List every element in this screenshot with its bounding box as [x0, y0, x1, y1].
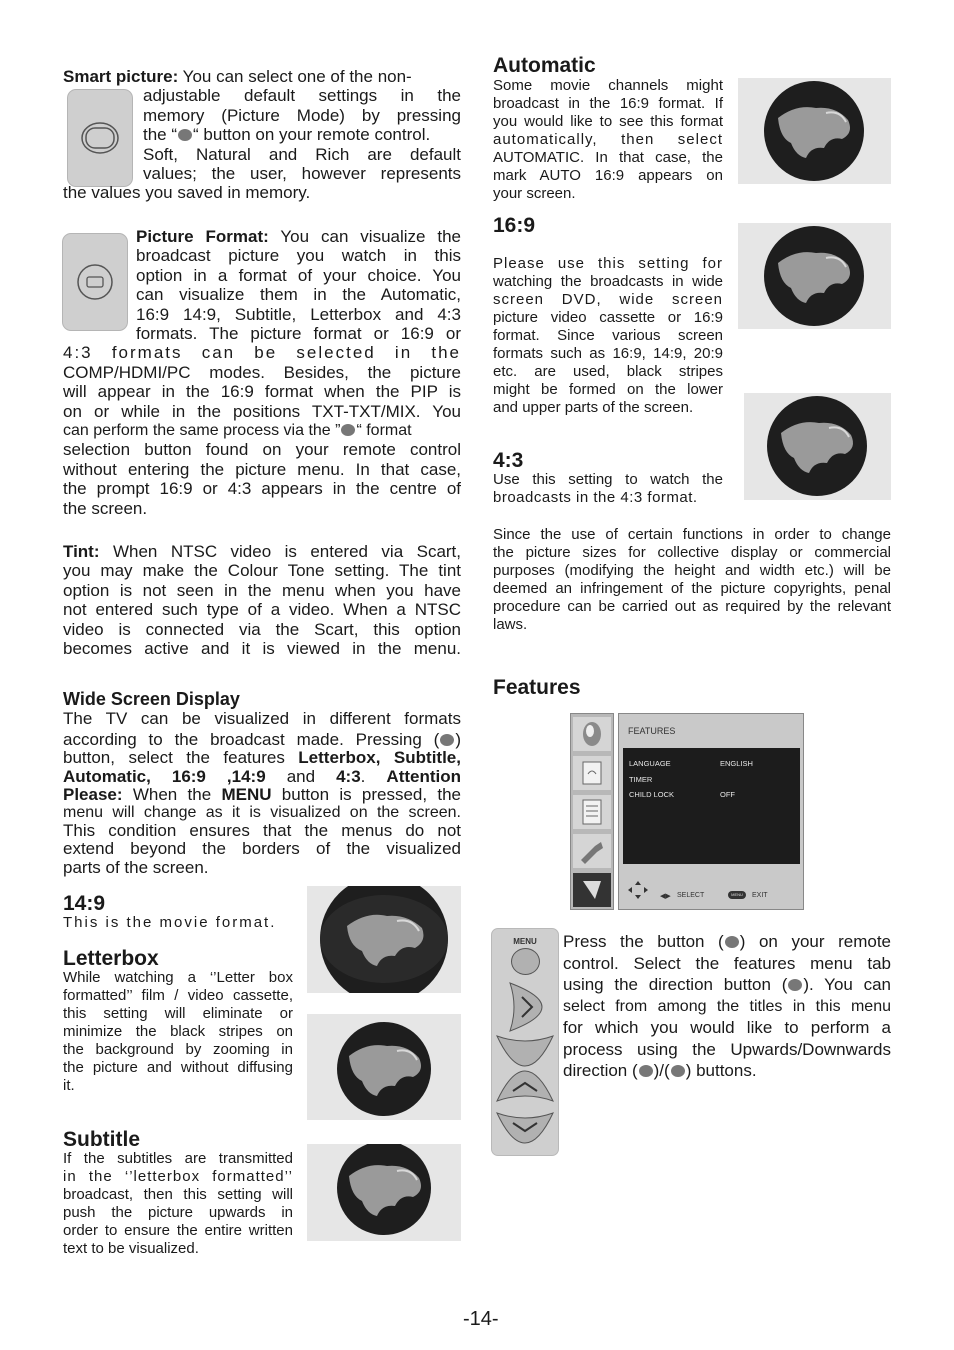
features-instructions: Press the button ( ) on your remote control. Select the features menu tab using the direction button ( ). You can select from among the titles in this menu for which you would like to perform a process using the Upwards/Downwards direction ( )/( ) buttons.: [563, 932, 891, 1080]
r169-heading: 16:9: [493, 214, 536, 237]
menu-row-timer-label: TIMER: [629, 775, 653, 784]
globe-image-169: [738, 223, 891, 329]
r43-text: Use this setting to watch the broadcasts in the 4:3 format.: [493, 471, 723, 506]
globe-image-subtitle: [307, 1144, 461, 1241]
copyright-notice: Since the use of certain functions in order to change the picture sizes for collective display or commercial purposes (modifying the height and width etc.) will be deemed an infringement of the picture copyrights, penal procedure can be carried out as required by the relevant laws.: [493, 526, 891, 633]
menu-key-badge: MENU: [728, 891, 746, 899]
smart-picture-text: Smart picture: You can select one of the non- adjustable default settings in the memory (Picture Mode) by pressing the “ “ button on your remote control. Soft, Natural and Rich are default values; the user, however represents the values you saved in memory.: [63, 67, 461, 203]
remote-down-shape-icon: [495, 1032, 555, 1068]
globe-image-automatic: [738, 78, 891, 184]
remote-down-arrow-icon: [495, 1109, 555, 1145]
subtitle-text: If the subtitles are transmitted in the ‘’letterbox formatted’’ broadcast, then this setting will push the picture upwards in order to ensure the entire written text to be visualized.: [63, 1150, 293, 1257]
smart-button-icon: [178, 129, 192, 141]
remote-menu-label: MENU: [513, 937, 537, 946]
r149-heading: 14:9: [63, 892, 106, 915]
automatic-text: Some movie channels might broadcast in the 16:9 format. If you would like to see this format automatically, then select AUTOMATIC. In that case, the mark AUTO 16:9 appears on your screen.: [493, 77, 723, 202]
features-heading: Features: [493, 676, 581, 699]
wide-button-icon: [440, 734, 454, 746]
automatic-heading: Automatic: [493, 54, 596, 77]
page-number: -14-: [463, 1308, 499, 1330]
menu-button-inline-icon: [725, 936, 739, 948]
r169-text: Please use this setting for watching the broadcasts in wide screen DVD, wide screen picture video cassette or 16:9 format. Since various screen formats such as 16:9, 14:9, 20:9 etc. are used, black stripes might be formed on the lower and upper parts of the screen.: [493, 255, 723, 416]
menu-tab-strip: [570, 713, 614, 910]
format-button-icon: [341, 424, 355, 436]
globe-image-149: [307, 886, 461, 993]
remote-menu-button-icon: [511, 948, 540, 975]
globe-image-letterbox: [307, 1014, 461, 1120]
tint-text: Tint: When NTSC video is entered via Scart, you may make the Colour Tone setting. The tint option is not seen in the menu when you have not entered such type of a video. When a NTSC video is connected via the Scart, this option becomes active and it is viewed in the menu.: [63, 542, 461, 659]
up-button-inline-icon: [639, 1065, 653, 1077]
globe-image-43: [744, 393, 891, 500]
menu-content: [623, 748, 800, 864]
menu-main-area: [618, 713, 804, 910]
menu-row-childlock-label: CHILD LOCK: [629, 790, 675, 799]
menu-navigation-icon: [627, 880, 649, 900]
r149-text: This is the movie format.: [63, 914, 277, 931]
features-tab-icon: [573, 873, 611, 907]
letterbox-heading: Letterbox: [63, 947, 159, 970]
menu-row-language-value: ENGLISH: [720, 759, 753, 768]
menu-select-label: SELECT: [677, 892, 705, 899]
remote-up-arrow-icon: [495, 1069, 555, 1105]
menu-row-childlock-value: OFF: [720, 790, 735, 799]
subtitle-heading: Subtitle: [63, 1128, 140, 1151]
remote-control-image: [491, 928, 559, 1156]
features-menu-screenshot: [570, 713, 804, 910]
direction-button-inline-icon: [788, 979, 802, 991]
wide-screen-text: The TV can be visualized in different formats according to the broadcast made. Pressing ( ) button, select the features Letterbox, Subtitle, Automatic, 16:9 ,14:9 and 4:3. Attention Please: When the MENU button is pressed, the menu will change as it is visualized on the screen. This condition ensures that the menus do not extend beyond the borders of the visualized parts of the screen.: [63, 709, 462, 877]
menu-title: FEATURES: [628, 726, 676, 736]
picture-format-text: Picture Format: You can visualize the broadcast picture you watch in this option in a format of your choice. You can visualize them in the Automatic, 16:9 14:9, Subtitle, Letterbox and 4:3 formats. The picture format or 16:9 or 4:3 formats can be selected in the COMP/HDMI/PC modes. Besides, the picture will appear in the 16:9 format when the PIP is on or while in the positions TXT-TXT/MIX. You can perform the same process via the ” “ format selection button found on your remote control without entering the picture menu. In that case, the prompt 16:9 or 4:3 appears in the centre of the screen.: [63, 227, 462, 518]
picture-tab-icon: [573, 717, 611, 751]
letterbox-text: While watching a ‘’Letter box formatted’’ film / video cassette, this setting will eliminate or minimize the black stripes on the background by zooming in the picture and without diffusing it.: [63, 969, 293, 1094]
select-arrows-icon: ◀▶: [660, 893, 671, 900]
tools-tab-icon: [573, 834, 611, 868]
menu-exit-label: EXIT: [752, 892, 768, 899]
list-tab-icon: [573, 795, 611, 829]
r43-heading: 4:3: [493, 449, 524, 472]
remote-right-arrow-icon: [506, 979, 546, 1035]
sound-tab-icon: [573, 756, 611, 790]
wide-screen-heading: Wide Screen Display: [63, 689, 240, 709]
down-button-inline-icon: [671, 1065, 685, 1077]
menu-row-language-label: LANGUAGE: [629, 759, 671, 768]
